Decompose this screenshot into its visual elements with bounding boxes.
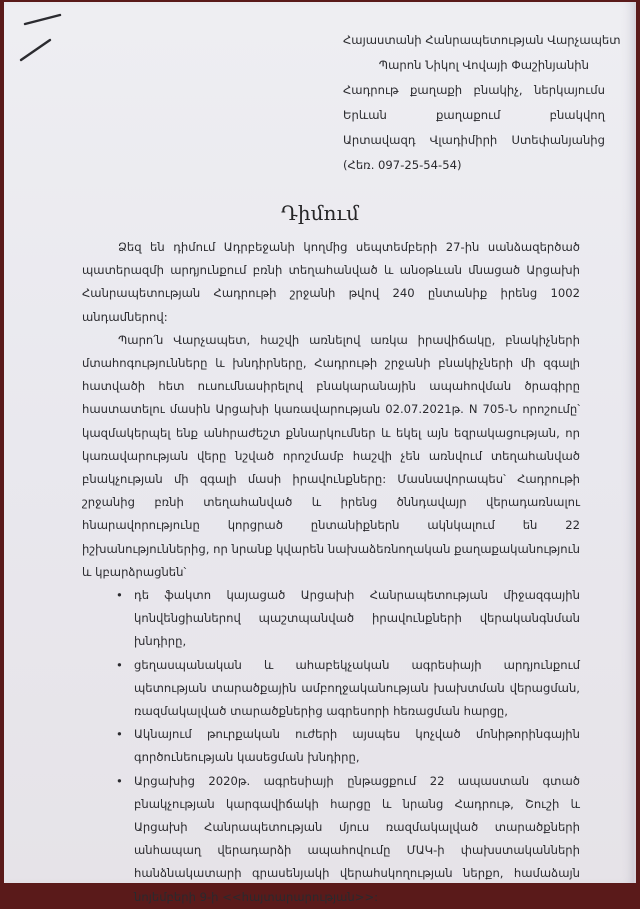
demands-list <box>82 584 580 909</box>
pen-mark-lower <box>21 40 50 60</box>
bullet-icon: • <box>116 588 123 603</box>
addressee-line: Հայաստանի Հանրապետության Վարչապետ <box>343 33 621 47</box>
bullet-icon: • <box>116 657 123 672</box>
bullet-icon: • <box>116 727 123 742</box>
paragraph: Ձեզ են դիմում Ադրբեջանի կողմից սեպտեմբերի 27-ին սանձազերծած պատերազմի արդյունքում բռնի տեղահանված և անօթևան մնացած Արցախի Հանրապետության Հադրութի շրջանի թվով 240 ընտանիք իրենց 1002 անդամներով: <box>82 240 580 324</box>
pen-mark-upper <box>25 15 60 24</box>
list-item <box>116 654 580 724</box>
addressee-line: Երևան քաղաքում բնակվող <box>343 108 605 122</box>
list-item-text: ցեղասպանական և ահաբեկչական ագրեսիայի արդյունքում պետության տարածքային ամբողջականության խախտման վերացման, ռազմակալված տարածքներից ագրեսորի հեռացման հարցը, <box>134 657 580 719</box>
list-item-text: դե ֆակտո կայացած Արցախի Հանրապետության միջազգային կոնվենցիաներով պաշտպանված իրավունքների վերականգնման խնդիրը, <box>134 588 580 649</box>
bullet-icon: • <box>116 773 123 788</box>
document-title: Դիմում <box>280 201 360 225</box>
addressee-line: Պարոն Նիկոլ Վովայի Փաշինյանին <box>378 58 589 72</box>
list-item-text: Ակնայում թուրքական ուժերի այսպես կոչված մոնիթորինգային գործունեության կասեցման խնդիրը, <box>134 727 580 765</box>
addressee-line: Արտավազդ Վլադիմիրի Ստեփանյանից <box>343 133 605 147</box>
list-item <box>116 723 580 769</box>
pen-marks <box>4 2 124 82</box>
addressee-line: Հադրութ քաղաքի բնակիչ, ներկայումս <box>343 83 605 97</box>
paragraph: Պարո՛ն Վարչապետ, հաշվի առնելով առկա իրավիճակը, բնակիչների մտահոգությունները և խնդիրները, Հադրութի շրջանի բնակիչների մի զգալի հատվածի հետ ուսումնասիրելով բնակարանային ապահովման ծրագիրը հաստատելու մասին Արցախի կառավարության 02.07.2021թ. N 705-Ն որոշումը՝ կազմակերպել ենք անհրաժեշտ քննարկումներ և եկել այն եզրակացության, որ կառավարության վերը նշված որոշմամբ հաշվի չեն առնվում տեղահանված բնակչության մի զգալի մասի իրավունքները: Մասնավորապես՝ Հադրութի շրջանից բռնի տեղահանված և իրենց ծննդավայր վերադառնալու հնարավորությունը կորցրած ընտանիքներն ակնկալում են 22 իշխանություններից, որ նրանք կվարեն նախաձեռնողական քաղաքականություն և կբարձրացնեն՝ <box>82 332 580 579</box>
addressee-phone: (Հեռ. 097-25-54-54) <box>343 158 462 172</box>
document-body <box>82 236 580 909</box>
list-item <box>116 584 580 654</box>
addressee-block <box>343 28 621 178</box>
list-item <box>116 770 580 909</box>
list-item-text: Արցախից 2020թ. ագրեսիայի ընթացքում 22 ապաստան գտած բնակչության կարգավիճակի հարցը և նրանց Հադրութ, Շուշի և Արցախի Հանրապետության մյուս ռազմակալված տարածքների անհապաղ վերադարձի ապահովումը ՄԱԿ-ի փախստականների հանձնակատարի գրասենյակի վերահսկողության ներքո, համաձայն նոյեմբերի 9-ի <<հայտարարության>>: <box>134 773 580 904</box>
